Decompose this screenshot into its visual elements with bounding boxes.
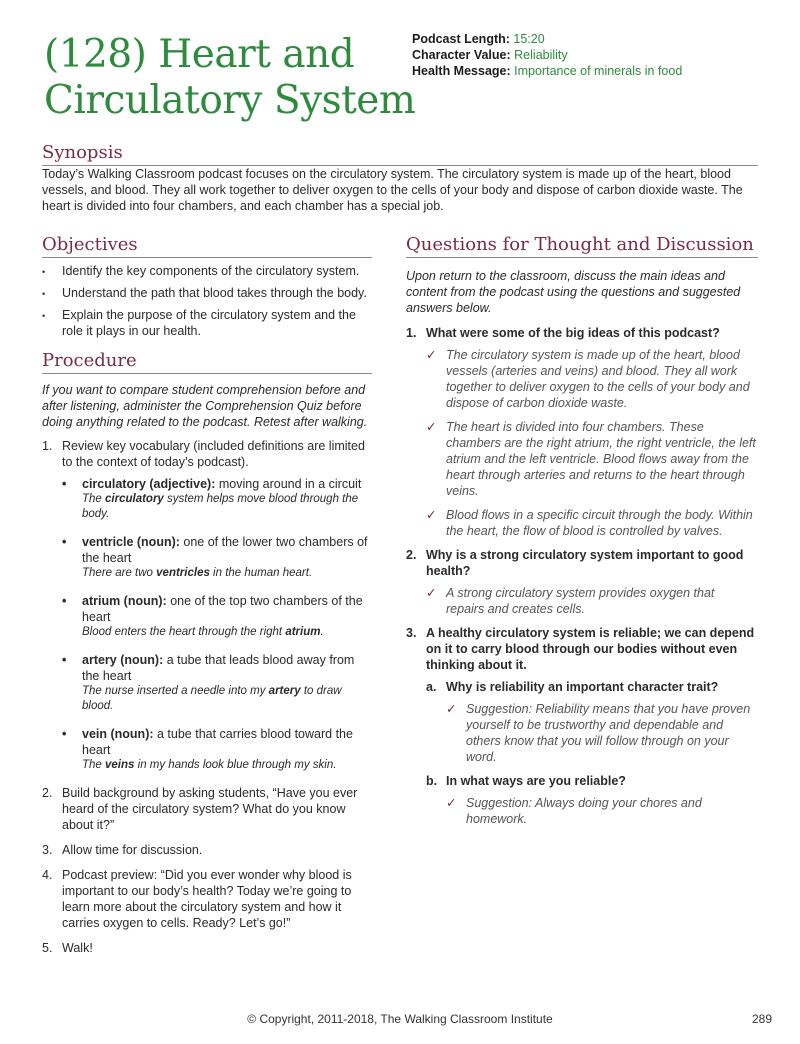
question-text: Why is a strong circulatory system important to good health? [426, 548, 744, 578]
check-icon: ✓ [426, 508, 437, 522]
procedure-step [42, 785, 372, 833]
vocab-item [62, 534, 372, 581]
copyright-footer: © Copyright, 2011-2018, The Walking Classroom Institute [247, 1012, 553, 1026]
step-number: 4. [42, 868, 53, 882]
sub-question-item [426, 679, 756, 765]
procedure-step [42, 940, 372, 956]
title-line-1: (128) Heart and [44, 32, 355, 77]
answer-item: ✓ Suggestion: Always doing your chores and homework. [446, 796, 702, 826]
objective-item: • Identify the key components of the circulatory system. [42, 263, 372, 279]
answer-item: ✓ A strong circulatory system provides oxygen that repairs and creates cells. [426, 586, 715, 616]
question-number: 3. [406, 626, 417, 640]
procedure-intro: If you want to compare student comprehension before and after listening, administer the Comprehension Quiz before doing anything related to the podcast. Retest after walking. [42, 383, 368, 429]
objectives-list [42, 263, 372, 339]
vocab-example: The veins in my hands look blue through my skin. [82, 759, 337, 771]
answer-list [426, 347, 756, 539]
step-number: 5. [42, 941, 53, 955]
answer-list [426, 585, 756, 617]
vocab-definition: moving around in a circuit [215, 477, 362, 491]
podcast-length-label: Podcast Length: [412, 32, 510, 46]
question-text: What were some of the big ideas of this podcast? [426, 326, 720, 340]
vocab-definition: a tube that leads blood away from the heart [82, 653, 355, 683]
podcast-length-row [412, 31, 682, 47]
synopsis-text: Today’s Walking Classroom podcast focuses on the circulatory system. The circulatory system is made up of the heart, blood vessels, and blood. They all work together to deliver oxygen to the cells of your body and dispose of carbon dioxide waste. The heart is divided into four chambers, and each chamber has a special job. [42, 167, 743, 213]
vocab-definition: one of the lower two chambers of the heart [82, 535, 368, 565]
check-icon: ✓ [426, 420, 437, 434]
question-number: 2. [406, 548, 417, 562]
objectives-heading: Objectives [42, 234, 372, 258]
step-number: 2. [42, 786, 53, 800]
podcast-length-value: 15:20 [513, 32, 545, 46]
procedure-section [42, 382, 372, 965]
question-text: A healthy circulatory system is reliable; we can depend on it to carry blood through our bodies without even thinking about it. [426, 626, 755, 672]
vocab-definition: a tube that carries blood toward the heart [82, 727, 353, 757]
step-number: 1. [42, 439, 53, 453]
sub-question-item [426, 773, 756, 827]
health-message-value: Importance of minerals in food [514, 64, 683, 78]
character-value-value: Reliability [514, 48, 568, 62]
vocab-definition: one of the top two chambers of the heart [82, 594, 363, 624]
answer-item: ✓ Blood flows in a specific circuit through the body. Within the heart, the flow of blood is controlled by valves. [426, 508, 753, 538]
podcast-meta [412, 31, 682, 79]
answer-item: ✓ Suggestion: Reliability means that you have proven yourself to be trustworthy and dependable and others know that you will follow through on your word. [446, 702, 751, 764]
vocab-term: vein (noun): [82, 727, 154, 741]
procedure-heading: Procedure [42, 350, 372, 374]
health-message-label: Health Message: [412, 64, 511, 78]
procedure-step [42, 867, 372, 931]
vocab-term: atrium (noun): [82, 594, 167, 608]
title-line-2: Circulatory System [44, 78, 416, 123]
vocab-example: There are two ventricles in the human heart. [82, 567, 313, 579]
procedure-step [42, 438, 372, 773]
answer-list [446, 795, 756, 827]
vocab-example: The circulatory system helps move blood through the body. [82, 493, 359, 520]
questions-list [406, 325, 756, 827]
check-icon: ✓ [426, 586, 437, 600]
check-icon: ✓ [426, 348, 437, 362]
step-text: Podcast preview: “Did you ever wonder why blood is important to our body’s health? Today we’re going to learn more about the circulatory system and how it carries oxygen to cells. Ready? Let’s go!” [62, 868, 352, 930]
answer-list [446, 701, 756, 765]
question-number: 1. [406, 326, 417, 340]
check-icon: ✓ [446, 796, 457, 810]
objective-item: • Understand the path that blood takes through the body. [42, 285, 372, 301]
vocab-term: ventricle (noun): [82, 535, 180, 549]
sub-question-list [426, 679, 756, 827]
sub-question-label: b. [426, 774, 438, 788]
page-number: 289 [751, 1012, 772, 1026]
questions-intro: Upon return to the classroom, discuss the main ideas and content from the podcast using the questions and suggested answers below. [406, 269, 741, 315]
vocab-item [62, 476, 372, 522]
character-value-row [412, 47, 682, 63]
vocab-example: Blood enters the heart through the right atrium. [82, 626, 324, 638]
procedure-step [42, 842, 372, 858]
character-value-label: Character Value: [412, 48, 511, 62]
sub-question-label: a. [426, 680, 437, 694]
step-text: Walk! [62, 941, 93, 955]
step-number: 3. [42, 843, 53, 857]
vocab-item [62, 726, 372, 773]
step-text: Allow time for discussion. [62, 843, 203, 857]
vocab-term: circulatory (adjective): [82, 477, 216, 491]
vocab-item [62, 652, 372, 714]
step-text: Build background by asking students, “Have you ever heard of the circulatory system? What do you know about it?” [62, 786, 358, 832]
objectives-section [42, 263, 372, 345]
questions-section [406, 268, 756, 835]
step-text: Review key vocabulary (included definitions are limited to the context of today’s podcast). [62, 439, 365, 469]
health-message-row [412, 63, 682, 79]
sub-question-text: Why is reliability an important character trait? [446, 680, 719, 694]
vocab-list [62, 476, 372, 773]
vocab-example: The nurse inserted a needle into my artery to draw blood. [82, 685, 342, 712]
answer-item: ✓ The circulatory system is made up of the heart, blood vessels (arteries and veins) and blood. They all work together to deliver oxygen to the cells of your body and dispose of carbon dioxide waste. [426, 348, 750, 410]
check-icon: ✓ [446, 702, 457, 716]
page-title [44, 32, 415, 124]
synopsis-heading: Synopsis [42, 142, 758, 166]
question-item [406, 325, 756, 539]
answer-item: ✓ The heart is divided into four chambers. These chambers are the right atrium, the right ventricle, the left atrium and the left ventricle. Blood flows away from the heart through arteries and returns to the heart through veins. [426, 420, 756, 498]
question-item [406, 625, 756, 827]
vocab-term: artery (noun): [82, 653, 164, 667]
questions-heading: Questions for Thought and Discussion [406, 234, 758, 258]
vocab-item [62, 593, 372, 640]
sub-question-text: In what ways are you reliable? [446, 774, 626, 788]
procedure-steps [42, 438, 372, 956]
objective-item: • Explain the purpose of the circulatory system and the role it plays in our health. [42, 307, 372, 339]
question-item [406, 547, 756, 617]
